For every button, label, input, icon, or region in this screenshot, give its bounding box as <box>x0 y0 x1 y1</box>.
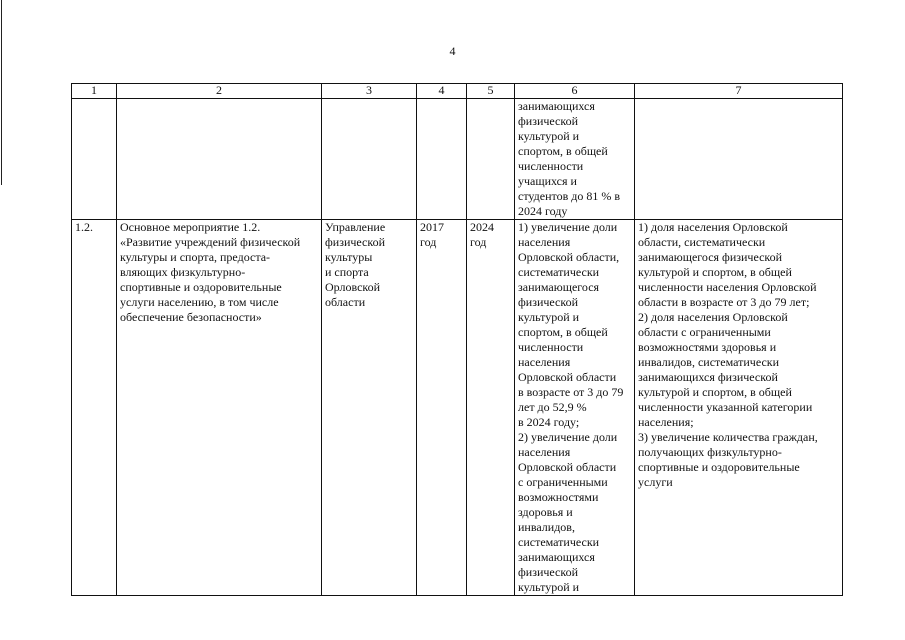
start-year-cell <box>417 99 467 220</box>
column-header-6: 6 <box>515 84 635 99</box>
column-header-7: 7 <box>635 84 843 99</box>
expected-result-cell: 1) увеличение доли населения Орловской области, систематически занимающегося физической культурой и спортом, в общей численности населения Орловской области в возрасте от 3 до 79 лет до 52,9 % в 2024 году; 2) увеличение доли населения Орловской области с ограниченными возможностями здоровья и инвалидов, систематически занимающихся физической культурой и <box>515 220 635 596</box>
table-row <box>72 220 843 596</box>
scan-edge-line <box>1 0 2 185</box>
row-number-cell: 1.2. <box>72 220 117 596</box>
responsible-executor-cell: Управление физической культуры и спорта Орловской области <box>322 220 417 596</box>
row-number-cell <box>72 99 117 220</box>
end-year-cell: 2024 год <box>467 220 515 596</box>
column-header-2: 2 <box>117 84 322 99</box>
responsible-executor-cell <box>322 99 417 220</box>
expected-result-cell: занимающихся физической культурой и спортом, в общей численности учащихся и студентов до 81 % в 2024 году <box>515 99 635 220</box>
program-table <box>71 83 843 596</box>
column-header-4: 4 <box>417 84 467 99</box>
activity-name-cell: Основное мероприятие 1.2. «Развитие учреждений физической культуры и спорта, предоста- вляющих физкультурно- спортивные и оздоровительные услуги населению, в том числе обеспечение безопасности» <box>117 220 322 596</box>
header-row <box>72 84 843 99</box>
column-header-1: 1 <box>72 84 117 99</box>
start-year-cell: 2017 год <box>417 220 467 596</box>
column-header-3: 3 <box>322 84 417 99</box>
page-number: 4 <box>449 44 456 58</box>
activity-name-cell <box>117 99 322 220</box>
end-year-cell <box>467 99 515 220</box>
table-row <box>72 99 843 220</box>
indicator-link-cell <box>635 99 843 220</box>
column-header-5: 5 <box>467 84 515 99</box>
indicator-link-cell: 1) доля населения Орловской области, систематически занимающегося физической культурой и спортом, в общей численности населения Орловской области в возрасте от 3 до 79 лет; 2) доля населения Орловской области с ограниченными возможностями здоровья и инвалидов, систематически занимающихся физической культурой и спортом, в общей численности указанной категории населения; 3) увеличение количества граждан, получающих физкультурно- спортивные и оздоровительные услуги <box>635 220 843 596</box>
